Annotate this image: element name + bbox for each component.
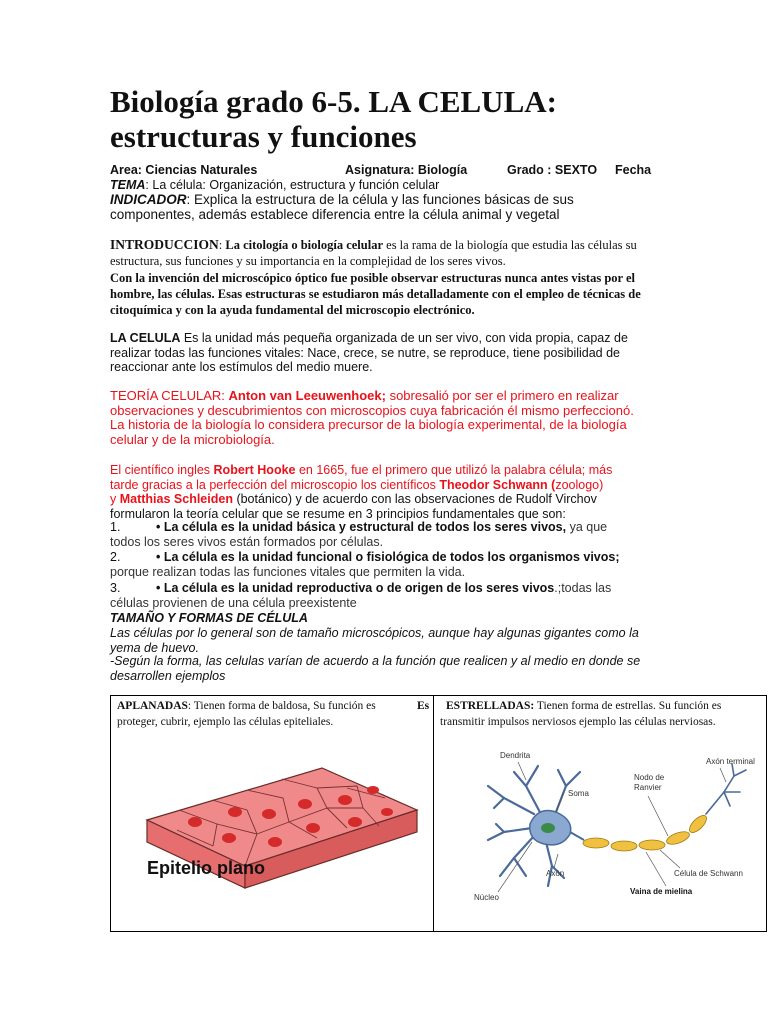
intro-bold: La citología o biología celular <box>225 238 384 252</box>
label-axon: Axón <box>546 869 565 878</box>
principio-3: 3. • La célula es la unidad reproductiva o de origen de los seres vivos.;todas las células provienen de una célula preexistente <box>110 581 612 610</box>
celula-paragraph <box>110 331 650 375</box>
teoria-name: Anton van Leeuwenhoek; <box>228 388 386 403</box>
label-nodo-1: Nodo de <box>634 773 665 782</box>
hooke-name: Robert Hooke <box>213 463 296 477</box>
tamano-p2: -Según la forma, las celulas varían de acuerdo a la función que realicen y al medio en donde se desarrollen ejemplos <box>110 654 641 683</box>
label-nodo-2: Ranvier <box>634 783 662 792</box>
schwann-name: Theodor Schwann ( <box>439 477 556 492</box>
indicador-text: : Explica la estructura de la célula y las funciones básicas de sus componentes, además establece diferencia entre la célula animal y vegetal <box>110 192 574 222</box>
principio-2: 2. • La célula es la unidad funcional o fisiológica de todos los organismos vivos; porque realizan todas las funciones vitales que permiten la vida. <box>110 550 620 579</box>
label-axon-terminal: Axón terminal <box>706 757 755 766</box>
celula-label: LA CELULA <box>110 331 181 345</box>
meta-grado: Grado : SEXTO <box>507 163 598 177</box>
teoria-label: TEORÍA CELULAR: <box>110 388 229 403</box>
label-dendrita: Dendrita <box>500 751 531 760</box>
label-nucleo: Núcleo <box>474 893 499 902</box>
intro-paragraph-2: Con la invención del microscópico óptico fue posible observar estructuras nunca antes vistas por el hombre, las células. Esas estructuras se estudiaron más detalladamente con el empleo de técnicas de citoquímica y con la ayuda fundamental del microscopio electrónico. <box>110 271 641 317</box>
label-soma: Soma <box>568 789 589 798</box>
aplanadas-cell <box>111 696 434 931</box>
celula-text: Es la unidad más pequeña organizada de un ser vivo, con vida propia, capaz de realizar todas las funciones vitales: Nace, crece, se nutre, se reproduce, tiene posibilidad de reaccionar ante los estímulos del medio muere. <box>110 331 628 374</box>
cell-forms-table <box>110 695 767 932</box>
teoria-text: sobresalió por ser el primero en realizar observaciones y descubrimientos con microscopios cuya fabricación él mismo perfeccionó. La historia de la biología lo considera precursor de la biología experimental, de la biología celular y de la microbiología. <box>110 388 634 447</box>
aplanadas-text: APLANADAS: Tienen forma de baldosa, Su función es Es proteger, cubrir, ejemplo las células epiteliales. <box>117 700 430 728</box>
schleiden-name: Matthias Schleiden <box>119 492 233 506</box>
tamano-p1: Las células por lo general son de tamaño microscópicos, aunque hay algunas gigantes como la yema de huevo. <box>110 626 639 655</box>
estrelladas-cell <box>434 696 766 931</box>
intro-label: INTRODUCCION <box>110 237 219 252</box>
meta-asignatura: Asignatura: Biología <box>345 163 468 177</box>
indicador-label: INDICADOR <box>110 192 187 207</box>
label-vaina: Vaina de mielina <box>630 887 693 896</box>
principio-1: 1. • La célula es la unidad básica y estructural de todos los seres vivos, ya que todos los seres vivos están formados por células. <box>110 520 608 549</box>
epithelium-caption: Epitelio plano <box>147 858 266 878</box>
indicador-paragraph <box>110 192 610 222</box>
intro-text: es la rama de la biología que estudia las células su estructura, sus funciones y su importancia en la complejidad de los seres vivos. <box>110 238 637 268</box>
tema-text: : La célula: Organización, estructura y función celular <box>145 178 440 192</box>
tamano-heading: TAMAÑO Y FORMAS DE CÉLULA <box>110 611 308 625</box>
tema-label: TEMA <box>110 178 146 192</box>
label-schwann: Célula de Schwann <box>674 869 743 878</box>
epithelium-illustration <box>117 738 429 928</box>
estrelladas-text: ESTRELLADAS: Tienen forma de estrellas. Su función es transmitir impulsos nerviosos ejemplo las células nerviosas. <box>440 700 722 728</box>
tema-line <box>110 178 670 193</box>
teoria-paragraph <box>110 389 640 447</box>
intro-paragraph: INTRODUCCION: La citología o biología celular es la rama de la biología que estudia las células su estructura, sus funciones y su importancia en la complejidad de los seres vivos. <box>110 237 637 268</box>
meta-area: Area: Ciencias Naturales <box>110 163 258 177</box>
page-title: Biología grado 6-5. LA CELULA: estructuras y funciones <box>110 84 557 154</box>
hooke-paragraph: El científico ingles Robert Hooke en 1665, fue el primero que utilizó la palabra célula; más tarde gracias a la perfección del microscopio los científicos Theodor Schwann (zoologo) y Matthias Schleiden (botánico) y de acuerdo con las observaciones de Rudolf Virchov formularon la teoría celular que se resume en 3 principios fundamentales que son: <box>110 463 613 521</box>
neuron-illustration <box>434 736 766 931</box>
meta-fecha: Fecha <box>615 163 652 177</box>
